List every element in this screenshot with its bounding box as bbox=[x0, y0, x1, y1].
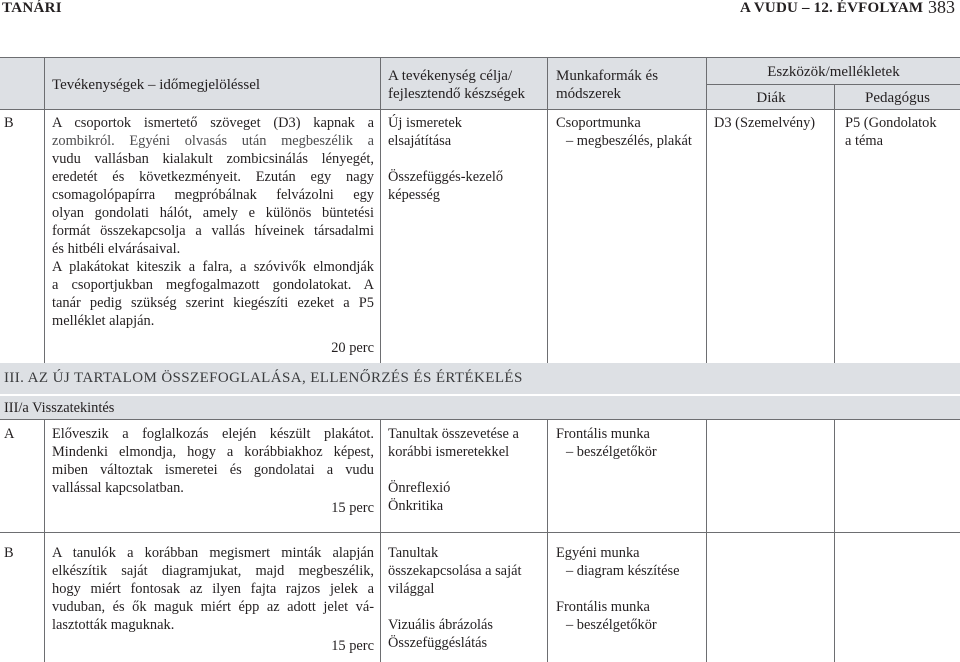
page-header bbox=[0, 0, 960, 22]
row-b1-teacher-line: P5 (Gondolatok bbox=[845, 115, 937, 131]
header-goal-line2: fejlesztendő készségek bbox=[388, 86, 526, 102]
row-divider-rule bbox=[0, 532, 960, 533]
row-a-goal-line: Önreflexió bbox=[388, 480, 451, 496]
subsection-title: III/a Visszatekintés bbox=[4, 400, 115, 416]
row-a-method bbox=[556, 425, 704, 461]
column-rule-activities-lower bbox=[380, 420, 381, 662]
header-left: TANÁRI bbox=[2, 0, 62, 16]
row-a-line: Előveszik a foglalkozás elején készült plakátot. bbox=[52, 426, 374, 442]
row-b1-goal bbox=[388, 114, 546, 204]
row-b1-goal-line: Összefüggés-kezelő bbox=[388, 169, 504, 185]
row-b2-goal bbox=[388, 544, 546, 652]
row-a-method-line: Frontális munka bbox=[556, 426, 650, 442]
header-teacher: Pedagógus bbox=[865, 90, 930, 106]
table-top-rule bbox=[0, 57, 960, 58]
row-b2-activity bbox=[52, 544, 374, 634]
header-goal-line1: A tevékenység célja/ bbox=[388, 68, 513, 84]
row-a-line: vallással kapcsolatban. bbox=[52, 480, 184, 496]
page-number: 383 bbox=[928, 0, 955, 17]
row-b1-goal-line: elsajátítása bbox=[388, 133, 452, 149]
row-b1-line: formát összekapcsolja a vallás híveinek társadalmi bbox=[52, 223, 374, 239]
section-title: III. AZ ÚJ TARTALOM ÖSSZEFOGLALÁSA, ELLENŐRZÉS ÉS ÉRTÉKELÉS bbox=[4, 370, 523, 386]
row-b1-teacher-tool bbox=[845, 114, 960, 150]
row-b1-line: olyan gondolati hálót, amely e különös büntetési bbox=[52, 205, 374, 221]
row-b2-method-line: Egyéni munka bbox=[556, 545, 640, 561]
header-method-line2: módszerek bbox=[556, 86, 621, 102]
row-b2-method bbox=[556, 544, 704, 634]
header-method-line1: Munkaformák és bbox=[556, 68, 659, 84]
row-b1-method bbox=[556, 114, 704, 150]
row-b1-activity bbox=[52, 114, 374, 330]
row-b1-method-line: Csoportmunka bbox=[556, 115, 641, 131]
column-rule-goal bbox=[547, 58, 548, 363]
row-a-goal bbox=[388, 425, 546, 515]
row-b1-student-tool: D3 (Szemelvény) bbox=[714, 115, 816, 131]
row-a-goal-line: korábbi ismeretekkel bbox=[388, 444, 510, 460]
header-right: A VUDU – 12. ÉVFOLYAM bbox=[740, 0, 924, 16]
row-b1-time: 20 perc bbox=[331, 340, 374, 356]
row-a-time: 15 perc bbox=[331, 500, 374, 516]
row-a-line: miben változtak ismeretei és gondolatai a vudu bbox=[52, 462, 374, 478]
row-b2-goal-line: összekapcsolása a saját bbox=[388, 563, 522, 579]
header-bottom-rule bbox=[0, 109, 960, 110]
row-b2-goal-line: Összefüggéslátás bbox=[388, 635, 488, 651]
row-b2-line: vuduban, és ők maguk miért épp az adott jelet vá- bbox=[52, 599, 374, 615]
header-goal bbox=[388, 67, 548, 103]
header-tools: Eszközök/mellékletek bbox=[767, 64, 900, 80]
row-b2-goal-line: világgal bbox=[388, 581, 435, 597]
column-rule-student bbox=[834, 85, 835, 363]
row-b2-time: 15 perc bbox=[331, 638, 374, 654]
row-b2-line: elkészítik saját diagramjukat, majd megbeszélik, bbox=[52, 563, 374, 579]
row-b2-method-line: – diagram készítése bbox=[566, 563, 680, 579]
row-a-activity bbox=[52, 425, 374, 497]
subsection-bottom-rule bbox=[0, 419, 960, 420]
row-b1-line: melléklet alapján. bbox=[52, 313, 155, 329]
row-b1-teacher-line: a téma bbox=[845, 133, 883, 149]
row-b1-letter: B bbox=[4, 115, 14, 131]
row-b2-line: lasztották maguknak. bbox=[52, 617, 175, 633]
row-b1-line: és hitbéli elvárásaival. bbox=[52, 241, 181, 257]
row-a-goal-line: Önkritika bbox=[388, 498, 444, 514]
section-divider-rule bbox=[0, 394, 960, 396]
column-rule-letter bbox=[44, 58, 45, 363]
row-b1-method-line: – megbeszélés, plakát bbox=[566, 133, 692, 149]
row-b1-line: vudu vallásban kialakult zombicsinálás lényegét, bbox=[52, 151, 374, 167]
row-b2-method-line: – beszélgetőkör bbox=[566, 617, 657, 633]
row-a-method-line: – beszélgetőkör bbox=[566, 444, 657, 460]
row-a-letter: A bbox=[4, 426, 15, 442]
row-b1-line: csomagolópapírra megpróbálnak felvázolni egy bbox=[52, 187, 374, 203]
column-rule-activities bbox=[380, 58, 381, 363]
row-b1-line: a csoportjukban megfogalmazott gondolatokat. A bbox=[52, 277, 374, 293]
column-rule-method-lower bbox=[706, 420, 707, 662]
row-b2-goal-line: Tanultak bbox=[388, 545, 439, 561]
header-activities: Tevékenységek – időmegjelöléssel bbox=[52, 77, 261, 93]
row-b1-line: zombikról. Egyéni olvasás után megbeszélik a bbox=[52, 133, 374, 149]
row-b1-line: A csoportok ismertető szöveget (D3) kapnak a bbox=[52, 115, 374, 131]
row-b2-goal-line: Vizuális ábrázolás bbox=[388, 617, 494, 633]
row-b1-line: A plakátokat kiteszik a falra, a szóvivők elmondják bbox=[52, 259, 374, 275]
column-rule-goal-lower bbox=[547, 420, 548, 662]
row-b2-line: hogy miért fontosak az ilyen fajta rajzos jelek a bbox=[52, 581, 374, 597]
row-b2-letter: B bbox=[4, 545, 14, 561]
row-b1-goal-line: képesség bbox=[388, 187, 440, 203]
row-a-line: Mindenki elmondja, hogy a korábbiakhoz képest, bbox=[52, 444, 374, 460]
header-method bbox=[556, 67, 704, 103]
row-b2-method-line: Frontális munka bbox=[556, 599, 650, 615]
header-student: Diák bbox=[756, 90, 786, 106]
row-b2-line: A tanulók a korábban megismert minták alapján bbox=[52, 545, 374, 561]
row-a-goal-line: Tanultak összevetése a bbox=[388, 426, 519, 442]
column-rule-letter-lower bbox=[44, 420, 45, 662]
row-b1-goal-line: Új ismeretek bbox=[388, 115, 462, 131]
row-b1-line: eredetét és következményeit. Ezután egy nagy bbox=[52, 169, 374, 185]
column-rule-student-lower bbox=[834, 420, 835, 662]
row-b1-line: tanár pedig szükség szerint kiegészíti ezeket a P5 bbox=[52, 295, 374, 311]
